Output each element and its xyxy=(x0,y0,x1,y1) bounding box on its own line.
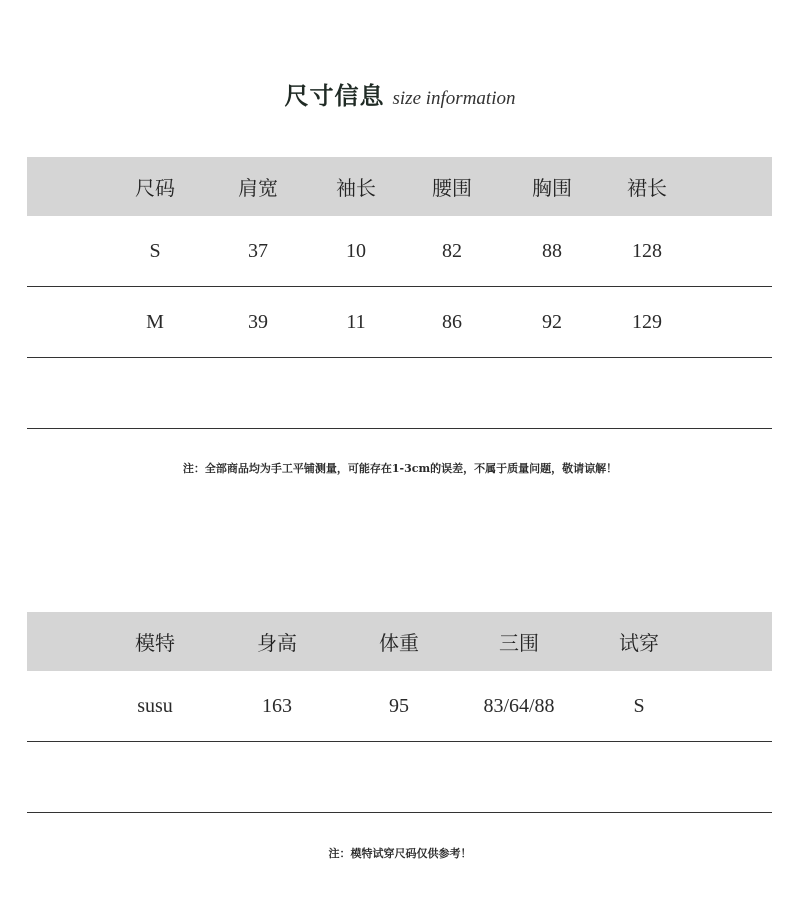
table-row-empty xyxy=(27,742,772,813)
col-model: 模特 xyxy=(135,631,175,655)
col-measurements: 三围 xyxy=(499,631,539,655)
size-table-header xyxy=(27,157,772,216)
model-note: 注：模特试穿尺码仅供参考！ xyxy=(328,847,472,860)
model-table xyxy=(27,612,772,813)
cell-measurements: 83/64/88 xyxy=(483,694,555,717)
cell-tried-size: S xyxy=(633,694,645,717)
col-tried-size: 试穿 xyxy=(619,631,659,655)
cell-size: S xyxy=(149,239,161,262)
model-table-header xyxy=(27,612,772,671)
col-waist: 腰围 xyxy=(432,176,472,200)
page-title xyxy=(0,76,800,111)
cell-bust: 92 xyxy=(542,310,562,333)
title-english: size information xyxy=(392,88,516,109)
cell-weight: 95 xyxy=(389,694,409,717)
cell-length: 128 xyxy=(632,239,662,262)
table-row xyxy=(27,287,772,358)
size-table xyxy=(27,157,772,429)
col-sleeve: 袖长 xyxy=(336,176,376,200)
cell-waist: 82 xyxy=(442,239,462,262)
cell-shoulder: 39 xyxy=(248,310,268,333)
col-weight: 体重 xyxy=(379,631,419,655)
cell-length: 129 xyxy=(632,310,662,333)
table-row xyxy=(27,216,772,287)
cell-model: susu xyxy=(137,694,173,717)
col-shoulder: 肩宽 xyxy=(238,176,278,200)
cell-size: M xyxy=(146,310,164,333)
col-bust: 胸围 xyxy=(532,176,572,200)
col-height: 身高 xyxy=(257,631,297,655)
size-note: 注：全部商品均为手工平铺测量，可能存在1-3cm的误差，不属于质量问题，敬请谅解！ xyxy=(182,462,618,475)
cell-waist: 86 xyxy=(442,310,462,333)
cell-bust: 88 xyxy=(542,239,562,262)
cell-shoulder: 37 xyxy=(248,239,268,262)
col-size: 尺码 xyxy=(135,176,175,200)
cell-sleeve: 10 xyxy=(346,239,366,262)
title-chinese: 尺寸信息 xyxy=(284,81,385,110)
table-row-empty xyxy=(27,358,772,429)
col-length: 裙长 xyxy=(627,176,667,200)
cell-sleeve: 11 xyxy=(346,310,366,333)
table-row xyxy=(27,671,772,742)
cell-height: 163 xyxy=(262,694,292,717)
